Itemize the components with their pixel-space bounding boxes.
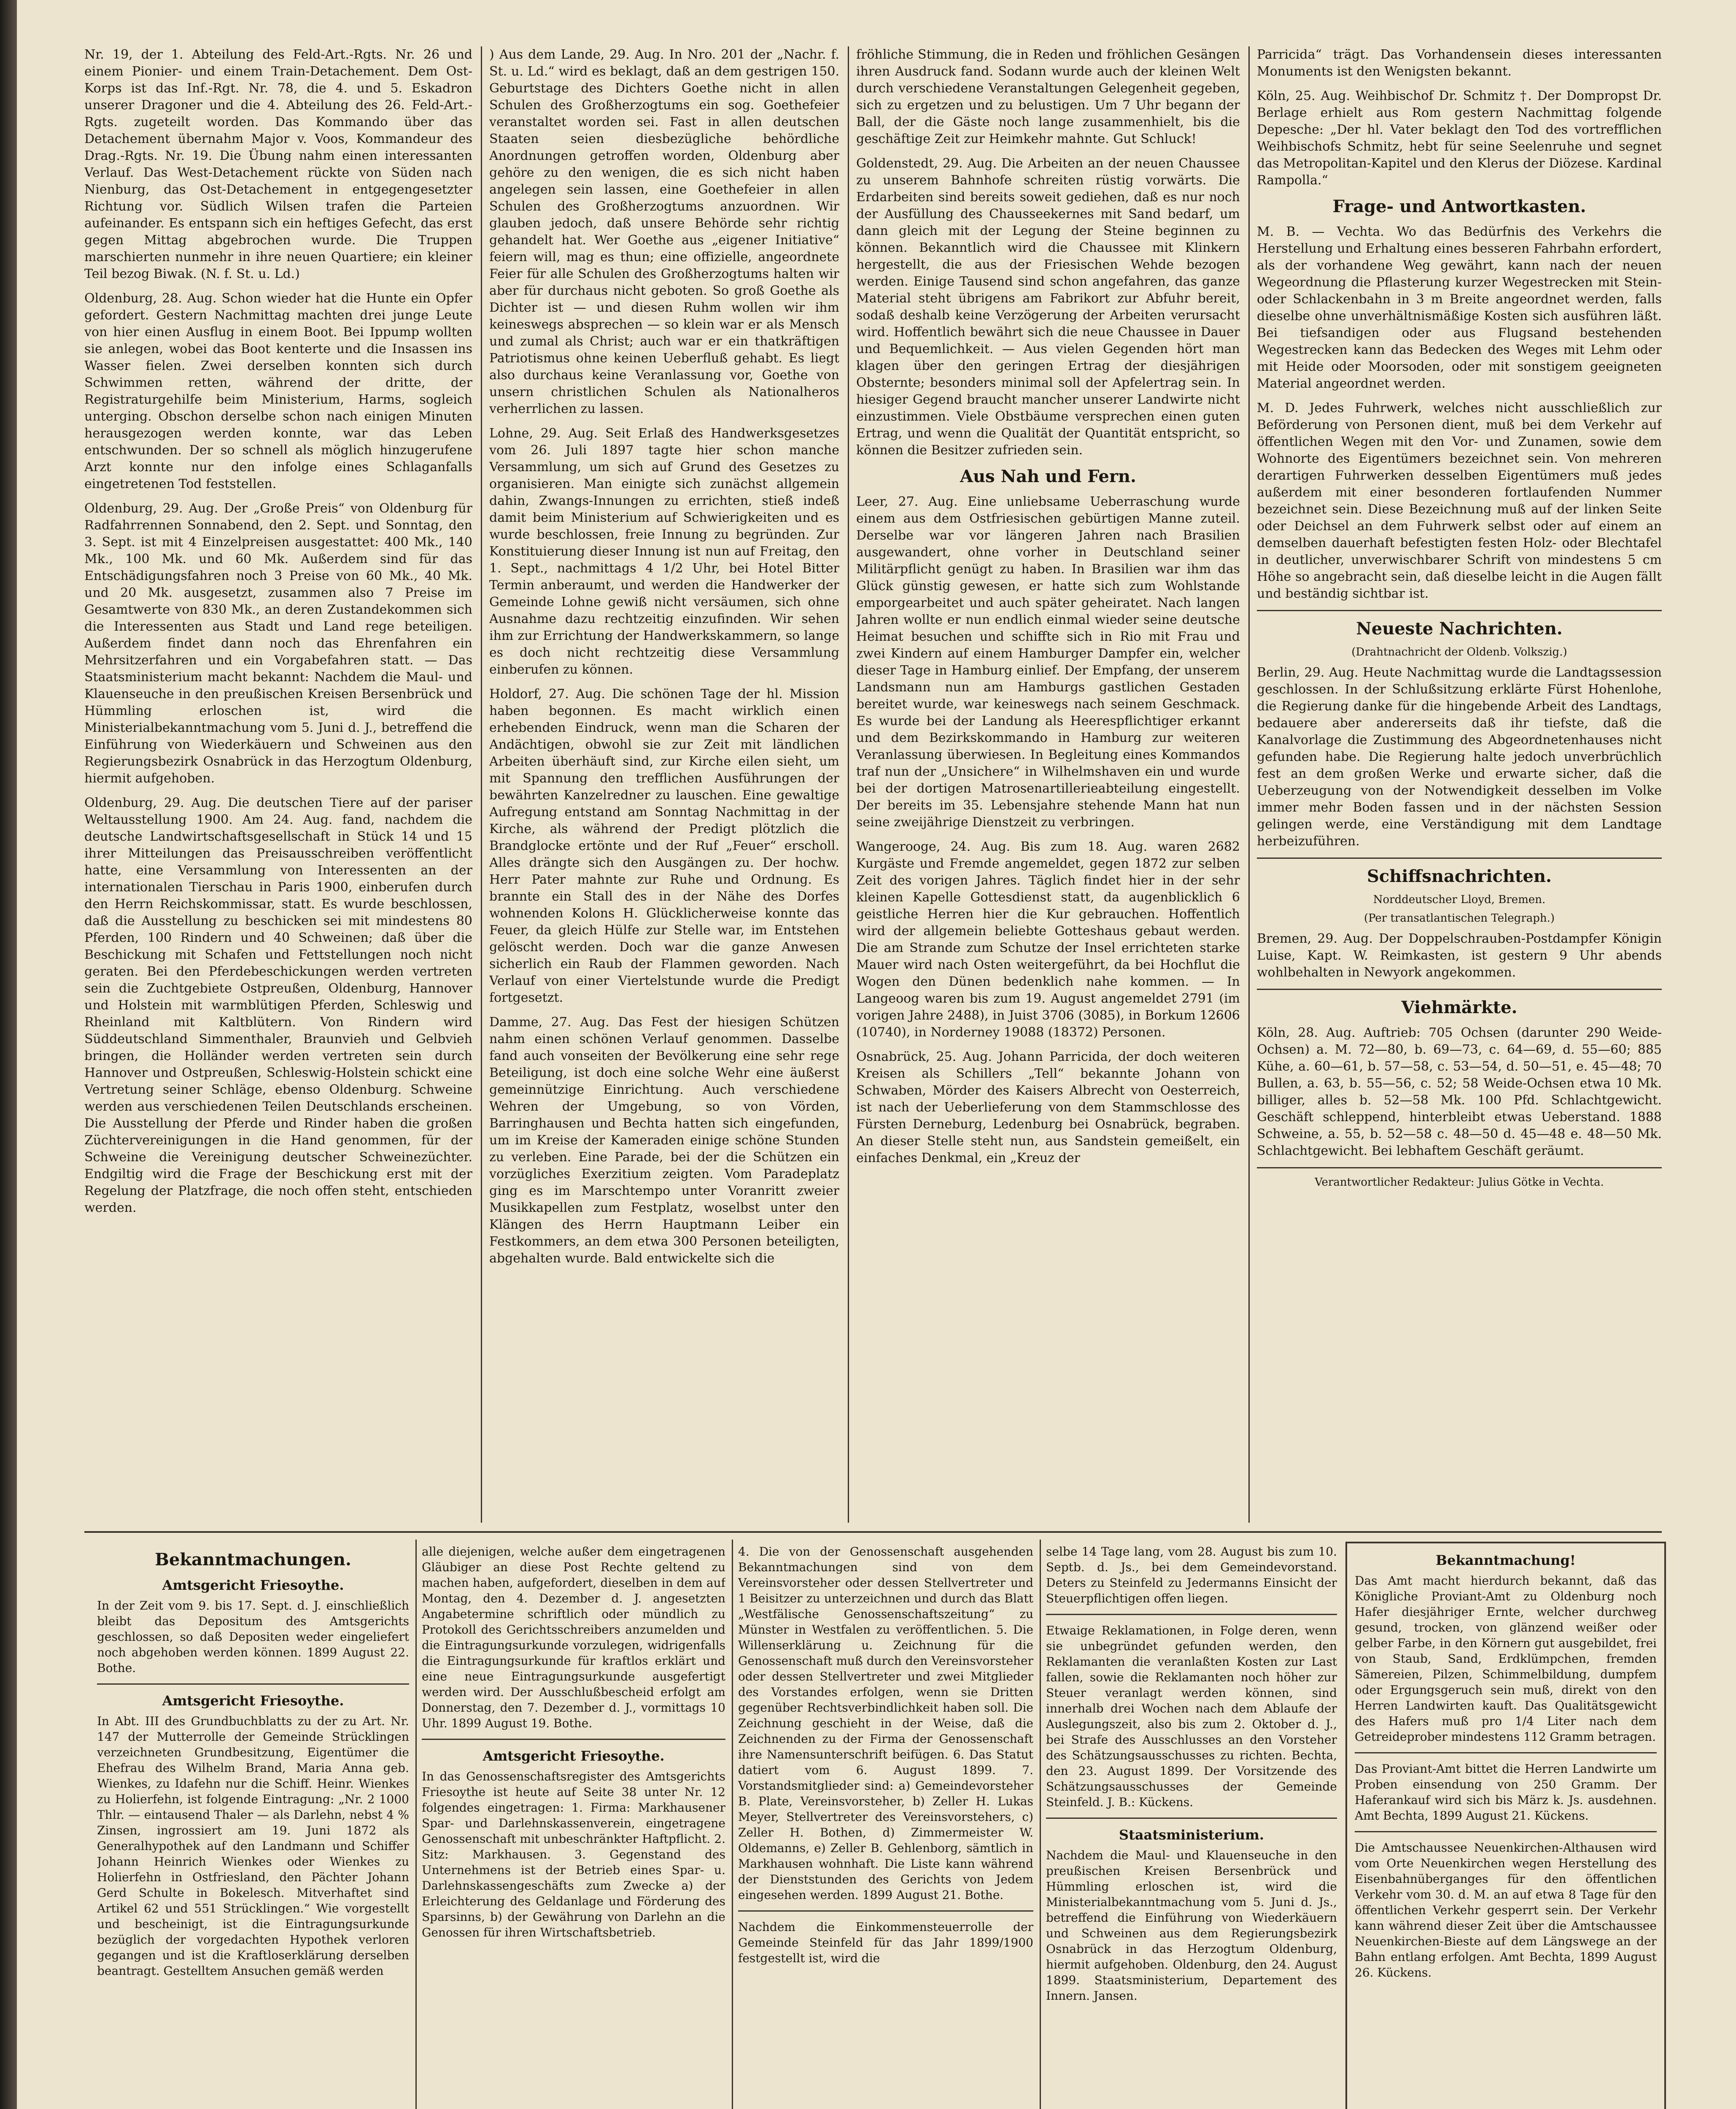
article-paragraph: Oldenburg, 29. Aug. Der „Große Preis“ von Oldenburg für Radfahrrennen Sonnabend, den 2. Sept. und Sonntag, den 3. Sept. ist mit 4 Einzelpreisen ausgestattet: 400 Mk., 140 Mk., 100 Mk. und 60 Mk. Außerdem sind für das Entschädigungsfahren noch 3 Preise von 60 Mk., 40 Mk. und 20 Mk. ausgesetzt, zusammen also 7 Preise im Gesamtwerte von 830 Mk., an deren Zustandekommen sich die Interessenten aus Stadt und Land rege beteiligen. Außerdem findet dann noch das Ehrenfahren ein Mehrsitzerfahren und ein Vorgabefahren statt. — Das Staatsministerium macht bekannt: Nachdem die Maul- und Klauenseuche in den preußischen Kreisen Bersenbrück und Hümmling erloschen ist, wird die Ministerialbekanntmachung vom 5. Juni d. J., betreffend die Einführung von Wiederkäuern und Schweinen aus den Regierungsbezirk Osnabrück in das Herzogtum Oldenburg, hiermit aufgehoben. <box>84 501 472 786</box>
rule <box>1257 610 1662 611</box>
rule <box>1257 1167 1662 1168</box>
rule <box>1046 1614 1337 1615</box>
newspaper-page <box>17 0 1736 2109</box>
rule <box>1257 858 1662 859</box>
section-heading: Viehmärkte. <box>1401 998 1518 1017</box>
announcement-text: Die Amtschaussee Neuenkirchen-Althausen wird vom Orte Neuenkirchen wegen Herstellung des Eisenbahnüberganges für den öffentlichen Verkehr vom 30. d. M. an auf etwa 8 Tage für den öffentlichen Verkehr gesperrt sein. Der Verkehr kann während dieser Zeit über die Amtschaussee Neuenkirchen-Bieste auf dem Längswege an der Bahn entlang erfolgen. Amt Bechta, 1899 August 26. Kückens. <box>1355 1841 1657 1980</box>
announcement-heading: Amtsgericht Friesoythe. <box>162 1577 344 1593</box>
announcement-text: Das Proviant-Amt bittet die Herren Landwirte um Proben einsendung von 250 Gramm. Der Haferankauf wird sich bis März k. Js. ausdehnen. Amt Bechta, 1899 August 21. Kückens. <box>1355 1762 1657 1823</box>
announcement-column-3 <box>738 1544 1033 2109</box>
editor-line: Verantwortlicher Redakteur: Julius Götke in Vechta. <box>1315 1176 1604 1189</box>
announcement-text: Das Amt macht hierdurch bekannt, daß das Königliche Proviant-Amt zu Oldenburg noch Hafer diesjähriger Ernte, welcher durchweg gesund, trocken, von glänzend weißer oder gelber Farbe, in den Körnern gut ausgebildet, frei von Staub, Sand, Erdklümpchen, fremden Sämereien, Pilzen, Schimmelbildung, dumpfem oder Ergungsgeruch sein muß, direkt von den Herren Landwirten kauft. Das Qualitätsgewicht des Hafers muß pro 1/4 Liter nach dem Getreideprober mindestens 112 Gramm betragen. <box>1355 1574 1657 1744</box>
article-paragraph: Damme, 27. Aug. Das Fest der hiesigen Schützen nahm einen schönen Verlauf genommen. Dasselbe fand auch vonseiten der Bevölkerung eine sehr rege Beteiligung, ist doch eine solche Wehr eine äußerst gemeinnützige Einrichtung. Auch verschiedene Wehren der Umgebung, so von Vörden, Barringhausen und Bechta hatten sich eingefunden, um im Kreise der Kameraden einige schöne Stunden zu verleben. Eine Parade, bei der die Schützen ein vorzügliches Exerzitium zeigten. Vom Paradeplatz ging es im Marschtempo unter Voranritt zweier Musikkapellen zum Festplatz, woselbst unter den Klängen des Herrn Hauptmann Leiber ein Festkommers, an dem etwa 300 Personen beteiligten, abgehalten wurde. Bald entwickelte sich die <box>489 1015 839 1266</box>
article-paragraph: Köln, 28. Aug. Auftrieb: 705 Ochsen (darunter 290 Weide-Ochsen) a. M. 72—80, b. 69—73, c. 64—69, d. 55—60; 885 Kühe, a. 60—61, b. 57—58, c. 53—54, d. 50—51, e. 45—48; 70 Bullen, a. 63, b. 55—56, c. 52; 58 Weide-Ochsen etwa 10 Mk. billiger, alles b. 52—58 Mk. 100 Pfd. Schlachtgewicht. Geschäft schleppend, hinterbleibt etwas Ueberstand. 1888 Schweine, a. 55, b. 52—58 c. 48—50 d. 45—48 e. 48—50 Mk. Schlachtgewicht. Bei lebhaftem Geschäft geräumt. <box>1257 1025 1662 1158</box>
section-subheading: Norddeutscher Lloyd, Bremen. <box>1373 893 1546 906</box>
article-paragraph: fröhliche Stimmung, die in Reden und fröhlichen Gesängen ihren Ausdruck fand. Sodann wurde auch der kleinen Welt durch verschiedene Veranstaltungen Gelegenheit gegeben, sich zu ergetzen und zu belustigen. Um 7 Uhr begann der Ball, der die Gäste noch lange zusammenhielt, bis die geschäftige Zeit zur Heimkehr mahnte. Gut Schluck! <box>856 47 1240 146</box>
rule <box>422 1739 725 1740</box>
column-divider <box>415 1540 417 2109</box>
announcement-heading: Staatsministerium. <box>1119 1827 1264 1843</box>
article-paragraph: ) Aus dem Lande, 29. Aug. In Nro. 201 der „Nachr. f. St. u. Ld.“ wird es beklagt, daß an dem gestrigen 150. Geburtstage des Dichters Goethe nicht in allen Schulen des Großherzogtums ein sog. Goethefeier veranstaltet worden sei. Fast in allen deutschen Staaten seien diesbezügliche behördliche Anordnungen getroffen worden, Oldenburg aber gehöre zu den wenigen, die es sich nicht haben angelegen sein lassen, eine Goethefeier in allen Schulen des Großherzogtums anzuordnen. Wir glauben jedoch, daß unsere Behörde sehr richtig gehandelt hat. Wer Goethe aus „eigener Initiative“ feiern will, mag es thun; eine offizielle, angeordnete Feier für alle Schulen des Großherzogtums halten wir aber für durchaus nicht geboten. So groß Goethe als Dichter ist — und diesen Ruhm wollen wir ihm keineswegs absprechen — so klein war er als Mensch und zumal als Christ; auch war er ein thatkräftigen Patriotismus ohne keinen Ueberfluß gehabt. Es liegt also durchaus keine Veranlassung vor, Goethe von unsern christlichen Schulen als Nationalheros verherrlichen zu lassen. <box>489 47 839 416</box>
column-4 <box>1257 46 1662 1514</box>
announcement-column-1 <box>97 1544 409 2109</box>
section-heading: Schiffsnachrichten. <box>1367 866 1552 886</box>
article-paragraph: Berlin, 29. Aug. Heute Nachmittag wurde die Landtagssession geschlossen. In der Schlußsitzung erklärte Fürst Hohenlohe, die Regierung danke für die hingebende Arbeit des Landtags, bedauere aber andererseits daß ihr tiefste, daß die Kanalvorlage die Zustimmung des Abgeordnetenhauses nicht gefunden habe. Die Regierung halte jedoch unverbrüchlich fest an dem großen Werke und erwarte sicher, daß die Ueberzeugung von der Notwendigkeit desselben im Volke immer mehr Boden fassen und in der nächsten Session gelingen werde, eine Verständigung mit dem Landtage herbeizuführen. <box>1257 665 1662 849</box>
column-divider <box>1040 1540 1041 2109</box>
announcement-text: Nachdem die Maul- und Klauenseuche in den preußischen Kreisen Bersenbrück und Hümmling erloschen ist, wird die Ministerialbekanntmachung vom 5. Juni d. Js., betreffend die Einführung von Wiederkäuern und Schweinen aus dem Regierungsbezirk Osnabrück in das Herzogtum Oldenburg, hiermit aufgehoben. Oldenburg, den 24. August 1899. Staatsministerium, Departement des Innern. Jansen. <box>1046 1848 1337 2003</box>
rule <box>97 1683 409 1685</box>
announcement-text: In das Genossenschaftsregister des Amtsgerichts Friesoythe ist heute auf Seite 38 unter Nr. 12 folgendes eingetragen: 1. Firma: Markhausener Spar- und Darlehnskassenverein, eingetragene Genossenschaft mit unbeschränkter Haftpflicht. 2. Sitz: Markhausen. 3. Gegenstand des Unternehmens ist der Betrieb eines Spar- u. Darlehnskassengeschäfts zum Zwecke a) der Erleichterung des Geldanlage und Förderung des Sparsinns, b) der Gewährung von Darlehn an die Genossen für ihren Wirtschaftsbetrieb. <box>422 1769 725 1939</box>
section-heading: Aus Nah und Fern. <box>960 467 1136 486</box>
article-paragraph: M. B. — Vechta. Wo das Bedürfnis des Verkehrs die Herstellung und Erhaltung eines besseren Fahrbahn erfordert, als der vorhandene Weg gewährt, kann nach der neuen Wegeordnung die Pflasterung kurzer Wegestrecken mit Stein- oder Schlackenbahn in 3 m Breite angeordnet werden, falls dieselbe ohne unverhältnismäßige Kosten sich ausführen läßt. Bei tiefsandigen oder aus Flugsand bestehenden Wegestrecken kann das Bedecken des Weges mit Lehm oder mit Heide oder Moorsoden, oder mit sonstigem geeigneten Material angeordnet werden. <box>1257 224 1662 391</box>
section-subheading: (Per transatlantischen Telegraph.) <box>1364 912 1555 925</box>
column-2 <box>489 46 839 1514</box>
article-paragraph: Köln, 25. Aug. Weihbischof Dr. Schmitz †. Der Dompropst Dr. Berlage erhielt aus Rom gestern Nachmittag folgende Depesche: „Der hl. Vater beklagt den Tod des vortrefflichen Weihbischofs Schmitz, hebt für seine Seelenruhe und segnet das Metropolitan-Kapitel und den Klerus der Diözese. Kardinal Rampolla.“ <box>1257 89 1662 188</box>
article-paragraph: Goldenstedt, 29. Aug. Die Arbeiten an der neuen Chaussee zu unserem Bahnhofe schreiten rüstig vorwärts. Die Erdarbeiten sind bereits soweit gediehen, daß es nur noch der Ausfüllung des Chausseekernes mit Sand bedarf, um dann gleich mit der Legung der Steine beginnen zu können. Bekanntlich wird die Chaussee mit Klinkern hergestellt, die aus der Friesischen Wehde bezogen werden. Einige Tausend sind schon angefahren, das ganze Material steht übrigens am Fabrikort zur Abfuhr bereit, sodaß deshalb keine Verzögerung der Arbeiten verursacht wird. Hoffentlich bewährt sich die neue Chaussee in Dauer und Bequemlichkeit. — Aus vielen Gegenden hört man klagen über den geringen Ertrag der diesjährigen Obsternte; besonders minimal soll der Apfelertrag sein. In hiesiger Gegend braucht mancher unserer Landwirte nicht einzustimmen. Viele Obstbäume versprechen einen guten Ertrag, und wenn die Qualität der Quantität entspricht, so können die Besitzer zufrieden sein. <box>856 156 1240 458</box>
announcement-text: In der Zeit vom 9. bis 17. Sept. d. J. einschließlich bleibt das Depositum des Amtsgerichts geschlossen, so daß Depositen weder eingeliefert noch abgehoben werden können. 1899 August 22. Bothe. <box>97 1599 409 1675</box>
article-paragraph: Holdorf, 27. Aug. Die schönen Tage der hl. Mission haben begonnen. Es macht wirklich einen erhebenden Eindruck, wenn man die Scharen der Andächtigen, obwohl sie zur Zeit mit ländlichen Arbeiten überhäuft sind, zur Kirche eilen sieht, um mit Spannung den trefflichen Ausführungen der bewährten Kanzelredner zu lauschen. Eine gewaltige Aufregung entstand am Sonntag Nachmittag in der Kirche, als während der Predigt plötzlich die Brandglocke ertönte und der Ruf „Feuer“ erscholl. Alles drängte sich den Ausgängen zu. Der hochw. Herr Pater mahnte zur Ruhe und Ordnung. Es brannte ein Stall des in der Nähe des Dorfes wohnenden Kolons H. Glücklicherweise konnte das Feuer, da gleich Hülfe zur Stelle war, im Entstehen gelöscht werden. Doch war die ganze Anwesen sicherlich ein Raub der Flammen geworden. Nach Verlauf von einer Viertelstunde wurde die Predigt fortgesetzt. <box>489 687 839 1005</box>
column-divider <box>481 46 482 1523</box>
announcement-text: alle diejenigen, welche außer dem eingetragenen Gläubiger an diese Post Rechte geltend zu machen haben, aufgefordert, dieselben in dem auf Montag, den 4. Dezember d. J. angesetzten Angabetermine schriftlich oder mündlich zu Protokoll des Gerichtsschreibers anzumelden und die Eintragungsurkunde vorzulegen, widrigenfalls die Eintragungsurkunde für kraftlos erklärt und eine neue Eintragungsurkunde ausgefertigt werden wird. Der Ausschlußbescheid erfolgt am Donnerstag, den 7. Dezember d. J., vormittags 10 Uhr. 1899 August 19. Bothe. <box>422 1545 725 1730</box>
column-divider <box>732 1540 733 2109</box>
announcements-heading: Bekanntmachungen. <box>155 1550 351 1570</box>
announcement-column-4 <box>1046 1544 1337 2109</box>
announcement-box <box>1345 1542 1666 2109</box>
article-paragraph: Leer, 27. Aug. Eine unliebsame Ueberraschung wurde einem aus dem Ostfriesischen gebürtigen Manne zuteil. Derselbe war vor längeren Jahren nach Brasilien ausgewandert, ohne vorher in Deutschland seiner Militärpflicht genügt zu haben. In Brasilien war ihm das Glück günstig gewesen, er hatte sich zum Wohlstande emporgearbeitet und auch später geheiratet. Nach langen Jahren wollte er nun endlich einmal wieder seine deutsche Heimat besuchen und schiffte sich in Rio mit Frau und zwei Kindern auf einem Hamburger Dampfer ein, welcher dieser Tage in Hamburg einlief. Der Empfang, der unserem Landsmann nun am Hamburgs gastlichen Gestaden bereitet wurde, war keineswegs nach seinem Geschmack. Es wurde bei der Landung als Heerespflichtiger erkannt und dem Bezirkskommando in Hamburg zur weiteren Veranlassung überwiesen. In Begleitung eines Kommandos traf nun der „Unsichere“ in Wilhelmshaven ein und wurde bei der dortigen Matrosenartillerieabteilung eingestellt. Der bereits im 35. Lebensjahre stehende Mann hat nun seine zweijährige Dienstzeit zu verbringen. <box>856 494 1240 830</box>
announcement-text: Etwaige Reklamationen, in Folge deren, wenn sie unbegründet gefunden werden, den Reklamanten die veranlaßten Kosten zur Last fallen, sowie die Reklamanten noch höher zur Steuer veranlagt werden können, sind innerhalb drei Wochen nach dem Ablaufe der Auslegungszeit, also bis zum 2. Oktober d. J., bei Strafe des Ausschlusses an den Vorsteher des Schätzungsausschusses zu richten. Bechta, den 23. August 1899. Der Vorsitzende des Schätzungsausschusses der Gemeinde Steinfeld. J. B.: Kückens. <box>1046 1624 1337 1809</box>
article-paragraph: Wangerooge, 24. Aug. Bis zum 18. Aug. waren 2682 Kurgäste und Fremde angemeldet, gegen 1872 zur selben Zeit des vorigen Jahres. Täglich findet hier in der sehr kleinen Kapelle Gottesdienst statt, da augenblicklich 6 geistliche Herren hier die Kur gebrauchen. Hoffentlich wird der allgemein beliebte Gotteshaus gebaut werden. Die am Strande zum Schutze der Insel errichteten starke Mauer wird nach Osten weitergeführt, da bei Hochflut die Wogen den Dünen bedenklich nahe kommen. — In Langeoog waren bis zum 19. August angemeldet 2791 (im vorigen Jahre 2488), in Juist 3706 (3085), in Borkum 12606 (10740), in Norderney 19088 (18372) Personen. <box>856 839 1240 1040</box>
article-paragraph: Oldenburg, 29. Aug. Die deutschen Tiere auf der pariser Weltausstellung 1900. Am 24. Aug. fand, nachdem die deutsche Landwirtschaftsgesellschaft in Stück 14 und 15 ihrer Mitteilungen das Preisausschreiben veröffentlicht hatte, eine Versammlung von Interessenten an der internationalen Tierschau in Paris 1900, einberufen durch den Herrn Reichskommissar, statt. Es wurde beschlossen, daß die Ausstellung zu beschicken sei mit mindestens 80 Pferden, 100 Rindern und 40 Schweinen; daß über die Beschickung mit Schafen und Fettstellungen noch nicht geraten. Bei den Pferdebeschickungen werden vertreten sein die Zuchtgebiete Ostpreußen, Oldenburg, Hannover und Holstein mit warmblütigen Pferden, Schleswig und Rheinland mit Kaltblütern. Von Rindern wird Süddeutschland Simmenthaler, Braunvieh und Gelbvieh bringen, die Holländer werden vertreten sein durch Hannover und Ostpreußen, Schleswig-Holstein schickt eine Vertretung seiner Schläge, ebenso Oldenburg. Schweine werden aus verschiedenen Teilen Deutschlands erscheinen. Die Ausstellung der Pferde und Rinder haben die großen Züchtervereinigungen in die Hand genommen, für der Schweine die Vereinigung deutscher Schweinezüchter. Endgiltig wird die Frage der Beschickung erst mit der Regelung der Platzfrage, die noch offen steht, entschieden werden. <box>84 796 472 1215</box>
rule <box>738 1910 1033 1912</box>
section-subheading: (Drahtnachricht der Oldenb. Volkszig.) <box>1351 646 1567 658</box>
article-paragraph: Parricida“ trägt. Das Vorhandensein dieses interessanten Monuments ist den Wenigsten bekannt. <box>1257 47 1662 79</box>
announcement-heading: Amtsgericht Friesoythe. <box>162 1693 344 1709</box>
announcement-text: selbe 14 Tage lang, vom 28. August bis zum 10. Septb. d. Js., bei dem Gemeindevorstand. Deters zu Steinfeld zu Jedermanns Einsicht der Steuerpflichtigen offen liegen. <box>1046 1545 1337 1605</box>
article-paragraph: Osnabrück, 25. Aug. Johann Parricida, der doch weiteren Kreisen als Schillers „Tell“ bekannte Johann von Schwaben, Mörder des Kaisers Albrecht von Oesterreich, ist nach der Ueberlieferung von dem Stammschlosse des Fürsten Derneburg, Ledenburg bei Osnabrück, begraben. An dieser Stelle steht nun, aus Sandstein gemeißelt, ein einfaches Denkmal, ein „Kreuz der <box>856 1049 1240 1165</box>
announcement-heading: Amtsgericht Friesoythe. <box>483 1748 665 1764</box>
article-paragraph: Bremen, 29. Aug. Der Doppelschrauben-Postdampfer Königin Luise, Kapt. W. Reimkasten, ist gestern 9 Uhr abends wohlbehalten in Newyork angekommen. <box>1257 931 1662 980</box>
announcement-text: Nachdem die Einkommensteuerrolle der Gemeinde Steinfeld für das Jahr 1899/1900 festgestellt ist, wird die <box>738 1920 1033 1965</box>
column-3 <box>856 46 1240 1514</box>
announcement-text: 4. Die von der Genossenschaft ausgehenden Bekanntmachungen sind von dem Vereinsvorsteher oder dessen Stellvertreter und 1 Beisitzer zu unterzeichnen und durch das Blatt „Westfälische Genossenschaftszeitung“ zu Münster in Westfalen zu veröffentlichen. 5. Die Willenserklärung u. Zeichnung für die Genossenschaft muß durch den Vereinsvorsteher oder dessen Stellvertreter und zwei Mitglieder des Vorstandes erfolgen, wenn sie Dritten gegenüber Rechtsverbindlichkeit haben soll. Die Zeichnung geschieht in der Weise, daß die Zeichnenden zu der Firma der Genossenschaft ihre Namensunterschrift beifügen. 6. Das Statut datiert vom 6. August 1899. 7. Vorstandsmitglieder sind: a) Gemeindevorsteher B. Plate, Vereinsvorsteher, b) Zeller H. Lukas Meyer, Stellvertreter des Vereinsvorstehers, c) Zeller H. Bothen, d) Zimmermeister W. Oldemanns, e) Zeller B. Gehlenborg, sämtlich in Markhausen wohnhaft. Die Liste kann während der Dienststunden des Gerichts von Jedem eingesehen werden. 1899 August 21. Bothe. <box>738 1545 1033 1902</box>
announcement-heading: Bekanntmachung! <box>1436 1552 1576 1568</box>
column-divider <box>848 46 849 1523</box>
rule <box>1355 1831 1657 1832</box>
section-divider <box>84 1531 1662 1533</box>
column-divider <box>1248 46 1250 1523</box>
announcement-text: In Abt. III des Grundbuchblatts zu der zu Art. Nr. 147 der Mutterrolle der Gemeinde Strücklingen verzeichneten Grundbesitzung, Eigentümer die Ehefrau des Wilhelm Brand, Maria Anna geb. Wienkes, zu Idafehn nur die Schiff. Heinr. Wienkes zu Holierfehn, ist folgende Eintragung: „Nr. 2 1000 Thlr. — eintausend Thaler — als Darlehn, nebst 4 % Zinsen, ingrossiert am 19. Juni 1872 als Generalhypothek auf den Landmann und Schiffer Johann Heinrich Wienkes oder Wienkes zu Holierfehn in Ostfriesland, den Pächter Johann Gerd Schulte in Bokelesch. Mitverhaftet sind Artikel 62 und 551 Strücklingen.“ Wie vorgestellt und bescheinigt, ist die Eintragungsurkunde bezüglich der vorgedachten Hypothek verloren gegangen und ist die Kraftloserklärung derselben beantragt. Gestelltem Ansuchen gemäß werden <box>97 1714 409 1978</box>
announcement-column-2 <box>422 1544 725 2109</box>
article-paragraph: M. D. Jedes Fuhrwerk, welches nicht ausschließlich zur Beförderung von Personen dient, muß bei dem Verkehr auf öffentlichen Wegen mit den Vor- und Zunamen, sowie dem Wohnorte des Eigentümers bezeichnet sein. Von mehreren derartigen Fuhrwerken desselben Eigentümers muß jedes außerdem mit einer besonderen fortlaufenden Nummer bezeichnet sein. Diese Bezeichnung muß auf der linken Seite oder Deichsel an dem Fuhrwerk selbst oder auf einem an demselben dauerhaft befestigten festen Holz- oder Blechtafel in deutlicher, unverwischbarer Schrift von mindestens 5 cm Höhe so angebracht sein, daß dieselbe leicht in die Augen fällt und beständig sichtbar ist. <box>1257 401 1662 601</box>
rule <box>1257 989 1662 990</box>
column-1 <box>84 46 472 1514</box>
scan-edge <box>0 0 17 2109</box>
rule <box>1046 1818 1337 1819</box>
rule <box>1355 1752 1657 1753</box>
section-heading: Frage- und Antwortkasten. <box>1332 197 1586 216</box>
article-paragraph: Nr. 19, der 1. Abteilung des Feld-Art.-Rgts. Nr. 26 und einem Pionier- und einem Train-Detachement. Dem Ost-Korps ist das Inf.-Rgt. Nr. 78, die 4. und 5. Eskadron unserer Dragoner und die 4. Abteilung des 26. Feld-Art.-Rgts. zugeteilt worden. Das Kommando über das Detachement übernahm Major v. Voos, Kommandeur des Drag.-Rgts. Nr. 19. Die Übung nahm einen interessanten Verlauf. Das West-Detachement rückte von Süden nach Nienburg, das Ost-Detachement in entgegengesetzter Richtung vor. Südlich Wilsen trafen die Parteien aufeinander. Es entspann sich ein heftiges Gefecht, das erst gegen Mittag abgebrochen wurde. Die Truppen marschierten nunmehr in ihre neuen Quartiere; ein kleiner Teil bezog Biwak. (N. f. St. u. Ld.) <box>84 47 472 281</box>
article-paragraph: Lohne, 29. Aug. Seit Erlaß des Handwerksgesetzes vom 26. Juli 1897 tagte hier schon manche Versammlung, um sich auf Grund des Gesetzes zu organisieren. Man einigte sich zunächst allgemein dahin, Zwangs-Innungen zu errichten, stieß indeß damit beim Ministerium auf Schwierigkeiten und es wurde beschlossen, freie Innung zu begründen. Zur Konstituierung dieser Innung ist nun auf Freitag, den 1. Sept., nachmittags 4 1/2 Uhr, bei Hotel Bitter Termin anberaumt, und werden die Handwerker der Gemeinde Lohne gewiß nicht versäumen, sich ohne Ausnahme dazu rechtzeitig einzufinden. Wir sehen ihm zur Errichtung der Handwerkskammern, so lange es doch nicht rechtzeitig diese Versammlung einberufen zu können. <box>489 426 839 677</box>
article-paragraph: Oldenburg, 28. Aug. Schon wieder hat die Hunte ein Opfer gefordert. Gestern Nachmittag machten drei junge Leute von hier einen Ausflug in einem Boot. Bei Ippump wollten sie anlegen, wobei das Boot kenterte und die Insassen ins Wasser fielen. Zwei derselben konnten sich durch Schwimmen retten, während der dritte, der Registraturgehilfe beim Ministerium, Harms, sogleich unterging. Obschon derselbe schon nach einigen Minuten herausgezogen werden konnte, war das Leben entschwunden. Der so schnell als möglich hinzugerufene Arzt konnte nur den infolge eines Schlaganfalls eingetretenen Tod feststellen. <box>84 291 472 491</box>
section-heading: Neueste Nachrichten. <box>1356 619 1563 639</box>
